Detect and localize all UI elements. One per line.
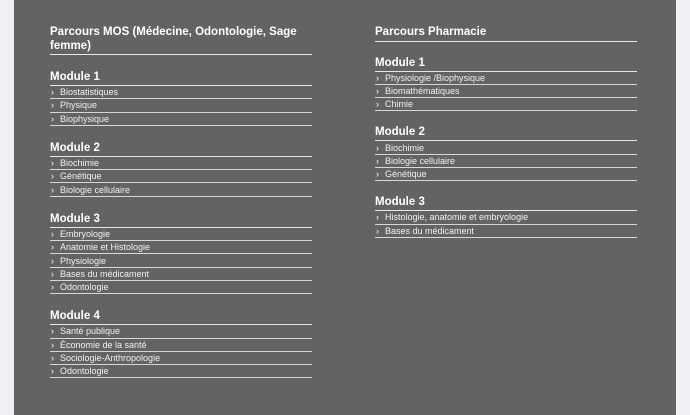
course-label: Histologie, anatomie et embryologie — [385, 212, 529, 223]
course-link[interactable] — [50, 254, 312, 267]
course-label: Physiologie /Biophysique — [385, 72, 486, 83]
course-label: Biostatistiques — [60, 87, 119, 98]
course-label: Chimie — [385, 99, 414, 110]
module-title: Module 3 — [375, 196, 637, 211]
parcours-pharmacie-column — [375, 26, 637, 238]
course-label: Santé publique — [60, 326, 121, 337]
module-title: Module 1 — [375, 57, 637, 72]
course-link[interactable] — [375, 141, 637, 154]
course-link[interactable] — [50, 113, 312, 126]
chevron-right-icon: › — [51, 158, 54, 169]
left-module-4 — [50, 310, 312, 378]
course-label: Biomathématiques — [385, 85, 460, 96]
course-label: Biologie cellulaire — [60, 184, 131, 195]
course-label: Embryologie — [60, 228, 111, 239]
chevron-right-icon: › — [51, 366, 54, 377]
parcours-mos-title: Parcours MOS (Médecine, Odontologie, Sage femme) — [50, 26, 312, 55]
course-link[interactable] — [50, 352, 312, 365]
course-label: Sociologie-Anthropologie — [60, 353, 161, 363]
chevron-right-icon: › — [51, 268, 54, 279]
course-label: Odontologie — [60, 282, 109, 293]
course-link[interactable] — [375, 225, 637, 238]
chevron-right-icon: › — [51, 87, 54, 98]
module-title: Module 2 — [375, 126, 637, 141]
course-label: Génétique — [385, 169, 427, 180]
chevron-right-icon: › — [376, 85, 379, 96]
course-link[interactable] — [50, 157, 312, 170]
chevron-right-icon: › — [51, 339, 54, 350]
course-label: Bases du médicament — [60, 268, 150, 279]
parcours-mos-column — [50, 26, 312, 378]
chevron-right-icon: › — [376, 72, 379, 83]
left-module-1 — [50, 71, 312, 126]
course-link[interactable] — [375, 168, 637, 181]
chevron-right-icon: › — [51, 228, 54, 239]
left-module-3 — [50, 213, 312, 294]
chevron-right-icon: › — [51, 282, 54, 293]
course-label: Économie de la santé — [60, 339, 147, 350]
course-label: Biologie cellulaire — [385, 155, 456, 166]
course-label: Physique — [60, 100, 98, 111]
chevron-right-icon: › — [51, 184, 54, 195]
chevron-right-icon: › — [51, 242, 54, 253]
chevron-right-icon: › — [51, 326, 54, 337]
course-link[interactable] — [375, 85, 637, 98]
course-link[interactable] — [50, 183, 312, 196]
course-label: Bases du médicament — [385, 225, 475, 236]
course-link[interactable] — [50, 365, 312, 378]
course-label: Odontologie — [60, 366, 109, 377]
right-module-2 — [375, 126, 637, 181]
course-label: Biophysique — [60, 113, 110, 124]
course-link[interactable] — [50, 325, 312, 338]
course-link[interactable] — [50, 281, 312, 294]
module-title: Module 3 — [50, 213, 312, 228]
course-link[interactable] — [50, 241, 312, 254]
chevron-right-icon: › — [376, 225, 379, 236]
course-label: Anatomie et Histologie — [60, 242, 151, 253]
course-link[interactable] — [375, 72, 637, 85]
content-panel — [14, 0, 676, 415]
course-label: Biochimie — [60, 158, 100, 169]
chevron-right-icon: › — [376, 169, 379, 180]
course-link[interactable] — [50, 228, 312, 241]
module-title: Module 4 — [50, 310, 312, 325]
course-link[interactable] — [50, 268, 312, 281]
module-title: Module 2 — [50, 142, 312, 157]
parcours-pharmacie-title: Parcours Pharmacie — [375, 26, 637, 42]
right-module-1 — [375, 57, 637, 112]
course-link[interactable] — [50, 86, 312, 99]
course-label: Génétique — [60, 171, 102, 182]
course-link[interactable] — [50, 170, 312, 183]
course-link[interactable] — [50, 99, 312, 112]
right-module-3 — [375, 196, 637, 238]
chevron-right-icon: › — [376, 212, 379, 223]
course-link[interactable] — [375, 155, 637, 168]
left-module-2 — [50, 142, 312, 197]
course-label: Biochimie — [385, 142, 425, 153]
chevron-right-icon: › — [51, 353, 54, 363]
course-label: Physiologie — [60, 255, 107, 266]
chevron-right-icon: › — [51, 100, 54, 111]
chevron-right-icon: › — [376, 155, 379, 166]
course-link[interactable] — [50, 339, 312, 352]
chevron-right-icon: › — [376, 142, 379, 153]
chevron-right-icon: › — [51, 255, 54, 266]
chevron-right-icon: › — [51, 171, 54, 182]
course-link[interactable] — [375, 98, 637, 111]
course-link[interactable] — [375, 211, 637, 224]
chevron-right-icon: › — [376, 99, 379, 110]
module-title: Module 1 — [50, 71, 312, 86]
chevron-right-icon: › — [51, 113, 54, 124]
